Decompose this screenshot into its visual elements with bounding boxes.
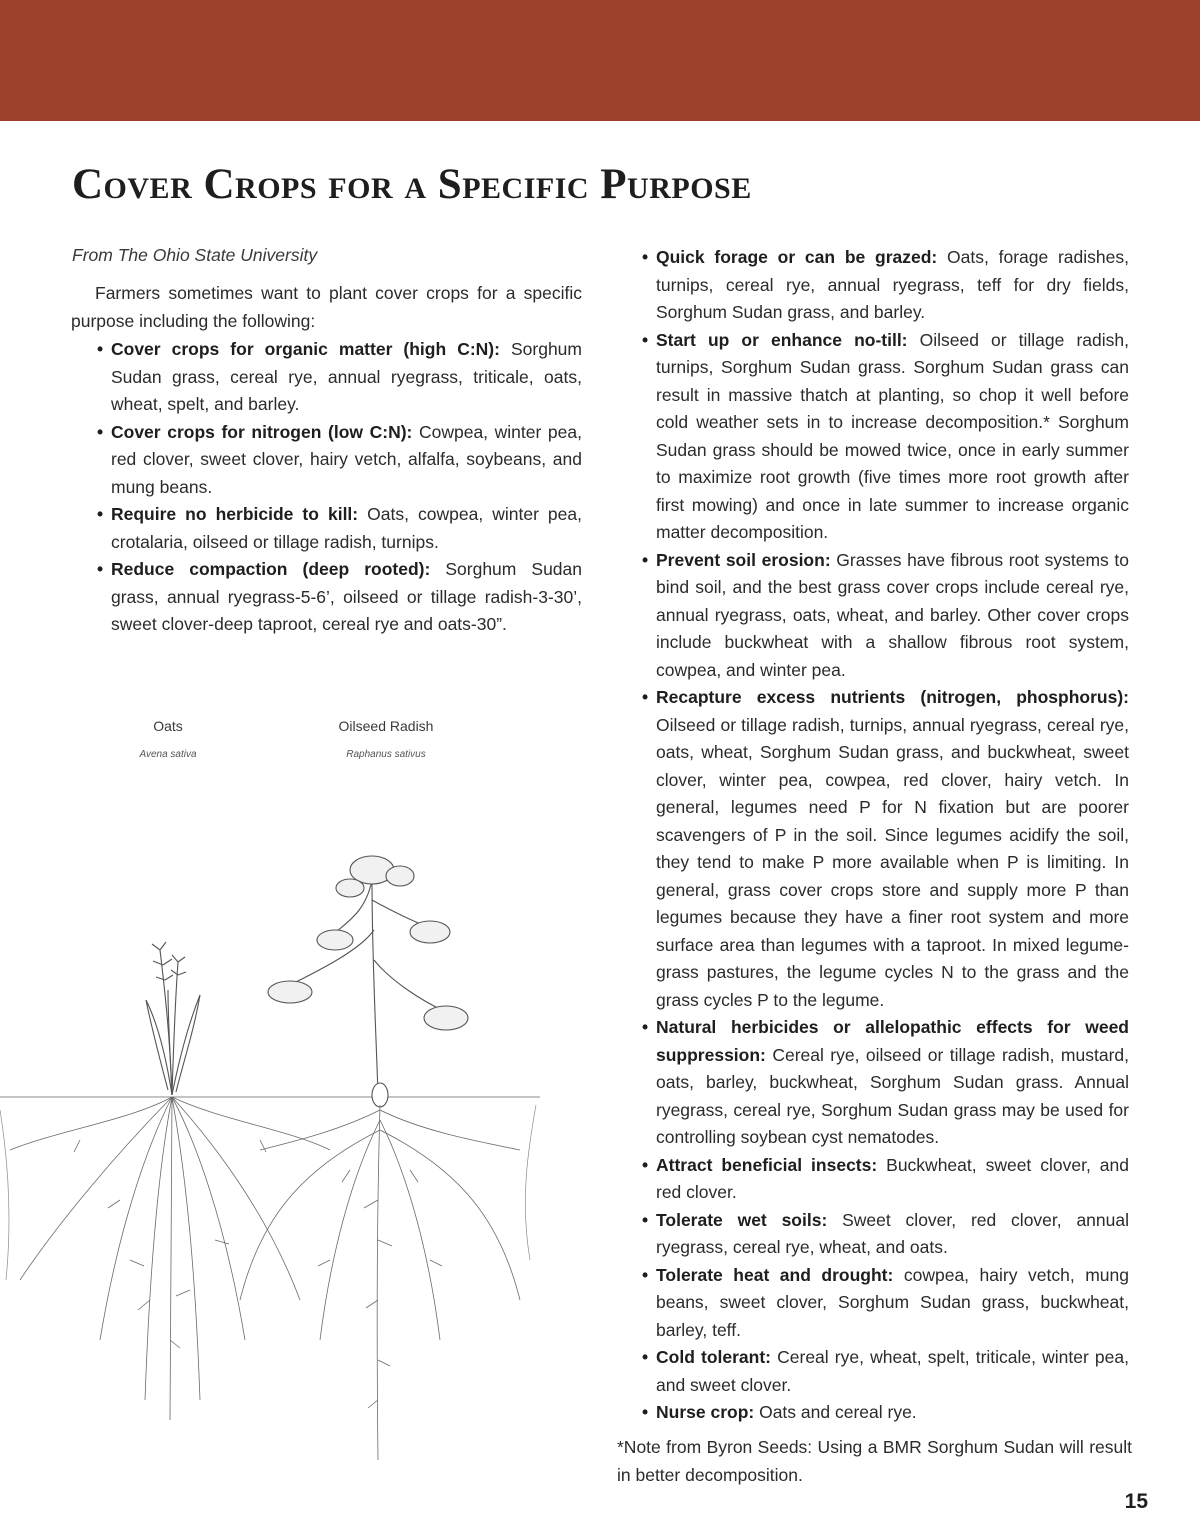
- list-item: [642, 684, 1129, 1014]
- page-title: Cover Crops for a Specific Purpose: [72, 161, 752, 208]
- header-band: [0, 0, 1200, 121]
- item-label: Quick forage or can be grazed:: [656, 247, 938, 267]
- item-label: Cold tolerant:: [656, 1347, 771, 1367]
- item-text: cowpea, hairy vetch, mung beans, sweet clover, Sorghum Sudan grass, buckwheat, barley, teff.: [656, 1264, 1129, 1340]
- item-label: Nurse crop:: [656, 1402, 755, 1422]
- intro-paragraph: Farmers sometimes want to plant cover crops for a specific purpose including the following:: [71, 283, 582, 331]
- item-text: Cereal rye, oilseed or tillage radish, mustard, oats, barley, buckwheat, Sorghum Sudan grass. Annual ryegrass, cereal rye, Sorghum Sudan grass may be used for controlling soybean cyst nematodes.: [656, 1044, 1129, 1147]
- item-text: Cowpea, winter pea, red clover, sweet clover, hairy vetch, alfalfa, soybeans, and mung beans.: [111, 421, 582, 497]
- item-text: Sorghum Sudan grass, cereal rye, annual ryegrass, triticale, oats, wheat, spelt, and barley.: [111, 339, 582, 414]
- list-item: [642, 547, 1129, 685]
- source-attribution: From The Ohio State University: [72, 245, 318, 265]
- list-item: [642, 1207, 1129, 1262]
- list-item: [97, 336, 582, 419]
- item-label: Start up or enhance no-till:: [656, 329, 908, 350]
- left-bullet-list: [71, 336, 582, 639]
- item-text: Cereal rye, wheat, spelt, triticale, winter pea, and sweet clover.: [656, 1347, 1129, 1395]
- page-number: 15: [1124, 1490, 1148, 1513]
- list-item: [642, 1152, 1129, 1207]
- item-text: Grasses have fibrous root systems to bind soil, and the best grass cover crops include cereal rye, annual ryegrass, oats, wheat, and barley. Other cover crops include buckwheat with a shallow fibrous root system, cowpea, and winter pea.: [656, 549, 1129, 680]
- root-illustration: [0, 700, 545, 1480]
- item-label: Attract beneficial insects:: [656, 1154, 878, 1175]
- item-text: Buckwheat, sweet clover, and red clover.: [656, 1154, 1129, 1202]
- list-item: [642, 244, 1129, 327]
- item-text: Oilseed or tillage radish, turnips, annual ryegrass, cereal rye, oats, wheat, Sorghum Sudan grass, and buckwheat, sweet clover, winter pea, cowpea, red clover, hairy vetch. In general, legumes need P for N fixation but are poorer scavengers of P in the soil. Since legumes acidify the soil, they tend to make P more available when P is limiting. In general, grass cover crops store and supply more P than legumes because they have a finer root system and more surface area than legumes with a taproot. In mixed legume-grass pastures, the legume cycles N to the grass and the grass cycles P to the legume.: [656, 714, 1129, 1010]
- list-item: [642, 1399, 1129, 1427]
- item-label: Cover crops for nitrogen (low C:N):: [111, 421, 413, 442]
- item-label: Reduce compaction (deep rooted):: [111, 559, 431, 579]
- item-label: Cover crops for organic matter (high C:N):: [111, 339, 500, 359]
- oats-roots-icon: [10, 1097, 330, 1420]
- list-item: [642, 1344, 1129, 1399]
- edge-roots-icon: [0, 1105, 536, 1280]
- oats-latin-name: Avena sativa: [139, 749, 197, 760]
- item-text: Sorghum Sudan grass, annual ryegrass-5-6’, oilseed or tillage radish-3-30’, sweet clover-deep taproot, cereal rye and oats-30”.: [111, 559, 582, 634]
- list-item: [642, 327, 1129, 547]
- right-bullet-list: [642, 244, 1129, 1427]
- radish-shoot-icon: [268, 856, 468, 1107]
- radish-latin-name: Raphanus sativus: [346, 749, 426, 760]
- footnote: *Note from Byron Seeds: Using a BMR Sorghum Sudan will result in better decomposition.: [617, 1437, 1132, 1485]
- item-text: Oats, forage radishes, turnips, cereal rye, annual ryegrass, teff for dry fields, Sorghum Sudan grass, and barley.: [656, 247, 1129, 322]
- list-item: [642, 1014, 1129, 1152]
- left-column: [71, 280, 582, 639]
- radish-roots-icon: [240, 1105, 520, 1460]
- item-text: Oilseed or tillage radish, turnips, Sorghum Sudan grass. Sorghum Sudan grass can result in massive thatch at planting, so chop it well before cold weather sets in to increase decomposition.* Sorghum Sudan grass should be mowed twice, once in early summer to maximize root growth (five times more root growth after first mowing) and once in late summer to increase organic matter decomposition.: [656, 329, 1129, 542]
- list-item: [97, 556, 582, 639]
- list-item: [97, 419, 582, 502]
- item-label: Tolerate heat and drought:: [656, 1264, 894, 1285]
- item-label: Prevent soil erosion:: [656, 549, 831, 570]
- item-text: Oats and cereal rye.: [754, 1402, 917, 1422]
- list-item: [642, 1262, 1129, 1345]
- item-label: Recapture excess nutrients (nitrogen, phosphorus):: [656, 687, 1129, 707]
- right-column: [642, 244, 1129, 1427]
- item-label: Require no herbicide to kill:: [111, 504, 359, 524]
- item-text: Oats, cowpea, winter pea, crotalaria, oilseed or tillage radish, turnips.: [111, 504, 582, 552]
- item-label: Tolerate wet soils:: [656, 1209, 828, 1230]
- item-label: Natural herbicides or allelopathic effects for weed suppression:: [656, 1017, 1129, 1065]
- oats-label: Oats: [153, 718, 183, 734]
- list-item: [97, 501, 582, 556]
- item-text: Sweet clover, red clover, annual ryegrass, cereal rye, wheat, and oats.: [656, 1209, 1129, 1257]
- radish-label: Oilseed Radish: [338, 718, 434, 734]
- oats-shoot-icon: [146, 942, 200, 1095]
